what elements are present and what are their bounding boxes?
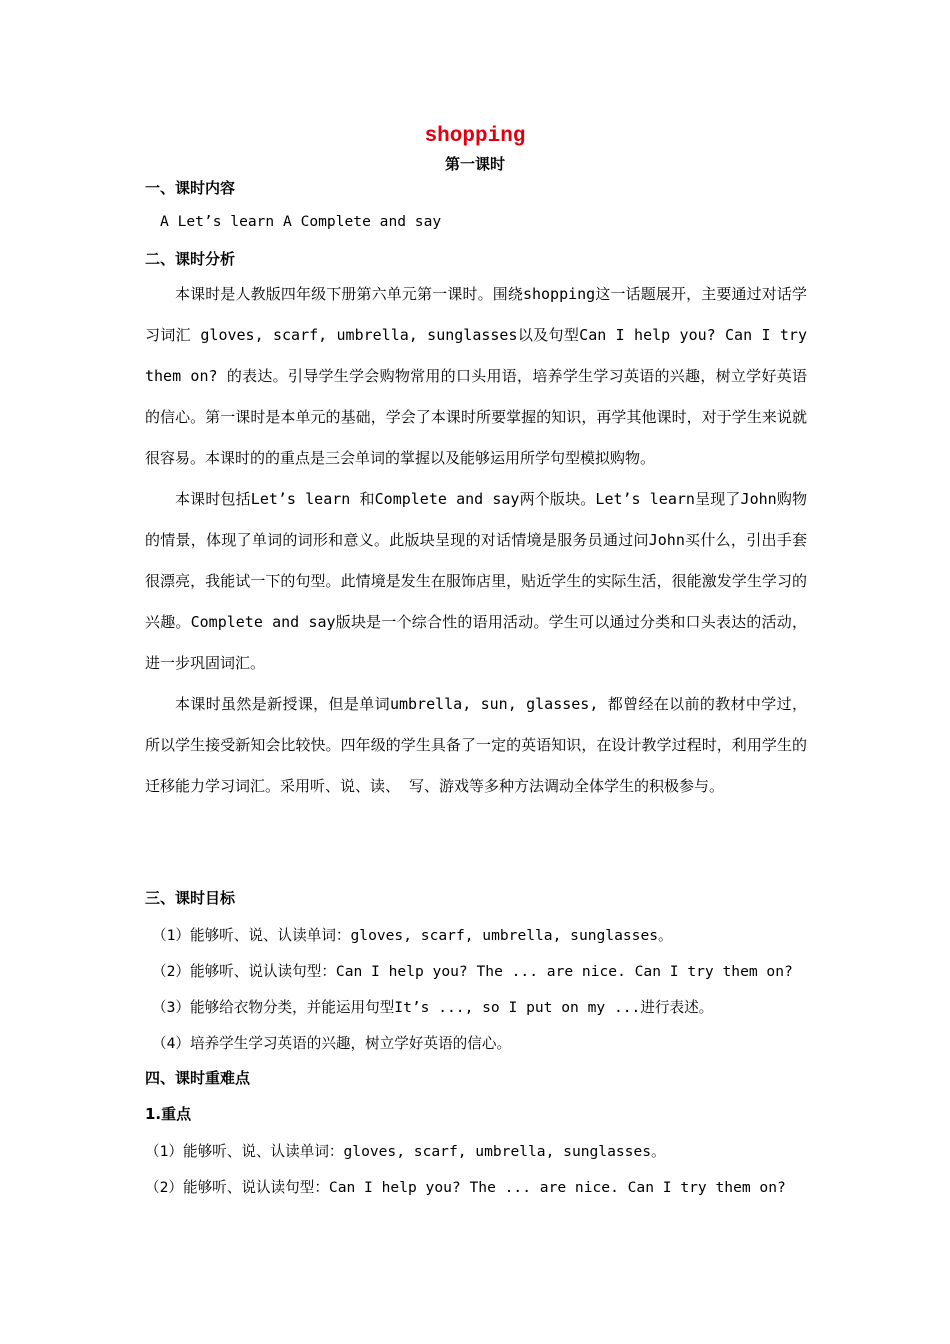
section-heading-content: 一、课时内容	[145, 179, 236, 197]
key-point-item: （2）能够听、说认读句型：Can I help you? The ... are nice. Can I try them on?	[145, 1179, 786, 1196]
key-point-item: （1）能够听、说、认读单词：gloves, scarf, umbrella, sunglasses。	[145, 1143, 666, 1160]
document-subtitle: 第一课时	[444, 155, 505, 173]
goal-item: （2）能够听、说认读句型：Can I help you? The ... are nice. Can I try them on?	[152, 963, 793, 980]
section-heading-key-points: 四、课时重难点	[145, 1069, 251, 1087]
lesson-content-text: A Let’s learn A Complete and say	[160, 213, 442, 230]
section-heading-analysis: 二、课时分析	[145, 250, 236, 268]
analysis-paragraph: 本课时是人教版四年级下册第六单元第一课时。围绕shopping这一话题展开，主要通过对话学习词汇 gloves, scarf, umbrella, sunglasses以及句型Can I help you? Can I try them on? 的表达。引导学生学会购物常用的口头用语，培养学生学习英语的兴趣，树立学好英语的信心。第一课时是本单元的基础，学会了本课时所要掌握的知识，再学其他课时，对于学生来说就很容易。本课时的的重点是三会单词的掌握以及能够运用所学句型模拟购物。	[145, 285, 808, 467]
goal-item: （3）能够给衣物分类，并能运用句型It’s ..., so I put on my ...进行表述。	[152, 999, 714, 1016]
section-heading-goals: 三、课时目标	[145, 889, 236, 907]
sub-heading-key-points: 1.重点	[145, 1105, 192, 1123]
goal-item: （4）培养学生学习英语的兴趣，树立学好英语的信心。	[152, 1035, 512, 1052]
analysis-paragraphs	[145, 274, 807, 807]
goal-item: （1）能够听、说、认读单词：gloves, scarf, umbrella, sunglasses。	[152, 927, 673, 944]
analysis-paragraph: 本课时虽然是新授课，但是单词umbrella, sun, glasses, 都曾经在以前的教材中学过，所以学生接受新知会比较快。四年级的学生具备了一定的英语知识，在设计教学过程时，利用学生的迁移能力学习词汇。采用听、说、读、 写、游戏等多种方法调动全体学生的积极参与。	[145, 695, 807, 795]
document-title: shopping	[424, 125, 526, 148]
analysis-paragraph: 本课时包括Let’s learn 和Complete and say两个版块。Let’s learn呈现了John购物的情景，体现了单词的词形和意义。此版块呈现的对话情境是服务员通过问John买什么，引出手套很漂亮，我能试一下的句型。此情境是发生在服饰店里，贴近学生的实际生活，很能激发学生学习的兴趣。Complete and say版块是一个综合性的语用活动。学生可以通过分类和口头表达的活动，进一步巩固词汇。	[145, 490, 807, 672]
